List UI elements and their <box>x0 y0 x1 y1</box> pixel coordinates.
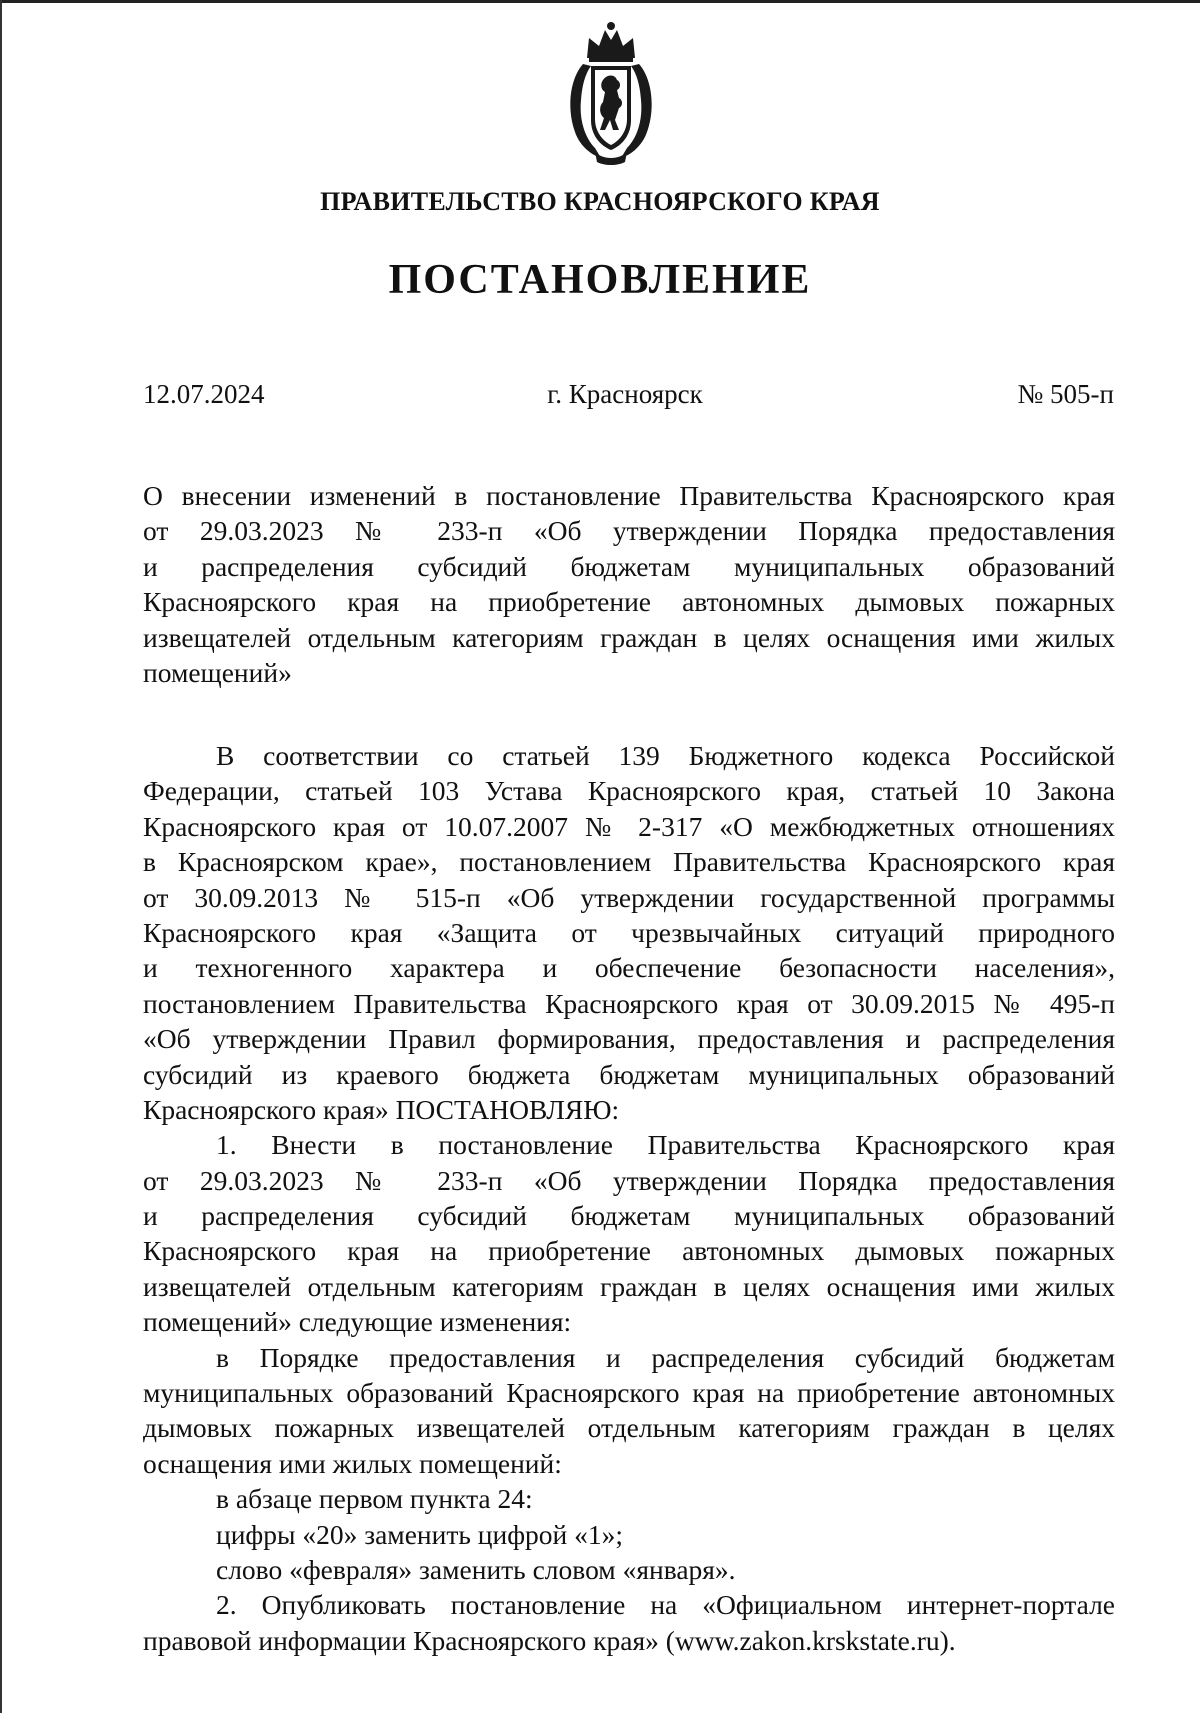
body-line: Красноярского края на приобретение автономных дымовых пожарных <box>143 1235 1115 1267</box>
body-line: субсидий из краевого бюджета бюджетам муниципальных образований <box>143 1058 1115 1090</box>
document-date: 12.07.2024 <box>143 379 265 409</box>
body-line: помещений» следующие изменения: <box>143 1306 572 1338</box>
body-line: муниципальных образований Красноярского края на приобретение автономных <box>143 1377 1115 1409</box>
document-type-heading: ПОСТАНОВЛЕНИЕ <box>388 257 812 303</box>
title-line: Красноярского края на приобретение автономных дымовых пожарных <box>143 586 1115 618</box>
body-line: правовой информации Красноярского края» (www.zakon.krskstate.ru). <box>143 1624 956 1656</box>
body-line: Красноярского края» ПОСТАНОВЛЯЮ: <box>143 1093 620 1125</box>
title-line: от 29.03.2023 № 233-п «Об утверждении Порядка предоставления <box>143 515 1115 547</box>
body-line: извещателей отдельным категориям граждан в целях оснащения ими жилых <box>143 1270 1115 1302</box>
body-line: и распределения субсидий бюджетам муниципальных образований <box>143 1200 1115 1232</box>
body-line: в Красноярском крае», постановлением Правительства Красноярского края <box>143 846 1115 878</box>
title-line: помещений» <box>143 656 292 688</box>
body-line: Федерации, статьей 103 Устава Красноярского края, статьей 10 Закона <box>143 775 1115 807</box>
body-line: В соответствии со статьей 139 Бюджетного кодекса Российской <box>216 740 1115 771</box>
body-line: цифры «20» заменить цифрой «1»; <box>216 1518 624 1550</box>
body-line: 1. Внести в постановление Правительства Красноярского края <box>216 1129 1115 1161</box>
body-line: оснащения ими жилых помещений: <box>143 1447 562 1479</box>
body-line: дымовых пожарных извещателей отдельным категориям граждан в целях <box>143 1412 1115 1444</box>
body-line: слово «февраля» заменить словом «января». <box>216 1553 736 1585</box>
issuing-authority: ПРАВИТЕЛЬСТВО КРАСНОЯРСКОГО КРАЯ <box>320 187 880 216</box>
body-line: Красноярского края от 10.07.2007 № 2-317 «О межбюджетных отношениях <box>143 810 1115 842</box>
body-line: постановлением Правительства Красноярского края от 30.09.2015 № 495-п <box>143 987 1115 1019</box>
document-city: г. Красноярск <box>547 379 703 409</box>
body-line: от 29.03.2023 № 233-п «Об утверждении Порядка предоставления <box>143 1164 1115 1196</box>
body-line: 2. Опубликовать постановление на «Официальном интернет-портале <box>216 1589 1115 1621</box>
coat-of-arms-icon <box>565 20 657 165</box>
document-title <box>143 478 1115 690</box>
body-line: в абзаце первом пункта 24: <box>216 1483 533 1515</box>
document-body <box>143 738 1115 1658</box>
body-line: в Порядке предоставления и распределения субсидий бюджетам <box>216 1341 1115 1373</box>
document-number: № 505-п <box>1017 379 1114 409</box>
body-line: Красноярского края «Защита от чрезвычайных ситуаций природного <box>143 916 1115 948</box>
title-line: О внесении изменений в постановление Правительства Красноярского края <box>143 480 1115 511</box>
scan-edge-top <box>0 0 1200 3</box>
title-line: и распределения субсидий бюджетам муниципальных образований <box>143 550 1115 582</box>
body-line: от 30.09.2013 № 515-п «Об утверждении государственной программы <box>143 881 1115 913</box>
body-line: и техногенного характера и обеспечение безопасности населения», <box>143 952 1115 984</box>
body-line: «Об утверждении Правил формирования, предоставления и распределения <box>143 1023 1115 1055</box>
title-line: извещателей отдельным категориям граждан в целях оснащения ими жилых <box>143 621 1115 653</box>
